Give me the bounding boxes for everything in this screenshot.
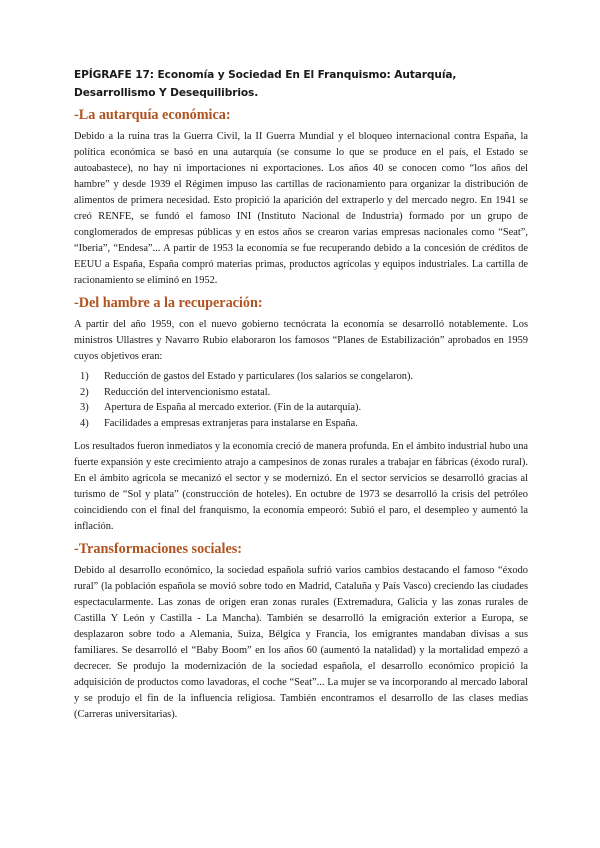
list-item-text: Reducción del intervencionismo estatal. — [104, 386, 271, 398]
document-title: EPÍGRAFE 17: Economía y Sociedad En El Franquismo: Autarquía, Desarrollismo Y Desequilibrios. — [74, 69, 457, 99]
list-item-number: 4) — [80, 417, 89, 429]
paragraph-recuperacion-intro: A partir del año 1959, con el nuevo gobierno tecnócrata la economía se desarrolló notablemente. Los ministros Ullastres y Navarro Rubio elaboraron los famosos “Planes de Estabilización” aprobados en 1959 cuyos objetivos eran: — [74, 319, 528, 362]
list-item-text: Facilidades a empresas extranjeras para instalarse en España. — [104, 417, 358, 429]
list-item — [74, 385, 528, 401]
list-item-number: 3) — [80, 402, 89, 413]
section-heading-recuperacion: -Del hambre a la recuperación: — [74, 295, 263, 311]
list-item-text: Apertura de España al mercado exterior. (Fin de la autarquía). — [104, 402, 362, 413]
list-item-text: Reducción de gastos del Estado y particulares (los salarios se congelaron). — [104, 371, 414, 382]
paragraph-transformaciones: Debido al desarrollo económico, la sociedad española sufrió varios cambios destacando el famoso “éxodo rural” (la población española se movió sobre todo en Madrid, Cataluña y País Vasco) creciendo las ciudades espectacularmente. Las zonas de origen eran zonas rurales (Extremadura, Galicia y las zonas rurales de Castilla Y León y Castilla - La Mancha). También se desarrolló la emigración exterior a Europa, se desplazaron sobre todo a Alemania, Suiza, Bélgica y Francia, los emigrantes mandaban divisas a sus familiares. Se desarrolló el “Baby Boom” en los años 60 (aumentó la natalidad) y la mortalidad empezó a decrecer. Se produjo la modernización de la sociedad española, el desarrollo económico propició la adquisición de productos como lavadoras, el coche “Seat”... La mujer se va incorporando al mercado laboral y se produjo el fin de la influencia religiosa. También encontramos el desarrollo de las clases medias (Carreras universitarias). — [74, 565, 528, 720]
section-heading-transformaciones: -Transformaciones sociales: — [74, 541, 242, 557]
list-item — [74, 416, 528, 432]
list-item-number: 2) — [80, 386, 89, 398]
section-heading-autarquia: -La autarquía económica: — [74, 107, 231, 123]
paragraph-autarquia: Debido a la ruina tras la Guerra Civil, la II Guerra Mundial y el bloqueo internacional contra España, la política económica se basó en una autarquía (se consume lo que se produce en el país, el Estado se autoabastece), no hay ni importaciones ni exportaciones. Los años 40 se conocen como “los años del hambre” y desde 1939 el Régimen impuso las cartillas de racionamiento para organizar la distribución de alimentos de primera necesidad. Esto propició la aparición del extraperlo y del mercado negro. En 1941 se creó RENFE, se fundó el famoso INI (Instituto Nacional de Industria) formado por un grupo de conglomerados de empresas públicas y en estos años se crearon varias empresas nacionales como “Seat”, “Iberia”, “Endesa”... A partir de 1953 la economía se fue recuperando debido a la concesión de créditos de EEUU a España, España compró materias primas, productos agrícolas y equipos industriales. La cartilla de racionamiento se eliminó en 1952. — [74, 131, 528, 286]
list-item — [74, 369, 528, 385]
list-item — [74, 400, 528, 416]
list-item-number: 1) — [80, 371, 89, 382]
document-body — [74, 66, 528, 727]
paragraph-recuperacion-outro: Los resultados fueron inmediatos y la economía creció de manera profunda. En el ámbito industrial hubo una fuerte expansión y este crecimiento atrajo a campesinos de zonas rurales a trabajar en fábricas (éxodo rural). En el ámbito agrícola se mecanizó el sector y se modernizó. En el sector servicios se desarrolló gracias al turismo de “Sol y plata” (construcción de hoteles). En octubre de 1973 se desarrolló la crisis del petróleo coincidiendo con el final del franquismo, la economía empeoró: Subió el paro, el desempleo y aumentó la inflación. — [74, 441, 528, 532]
objectives-list — [74, 369, 528, 431]
